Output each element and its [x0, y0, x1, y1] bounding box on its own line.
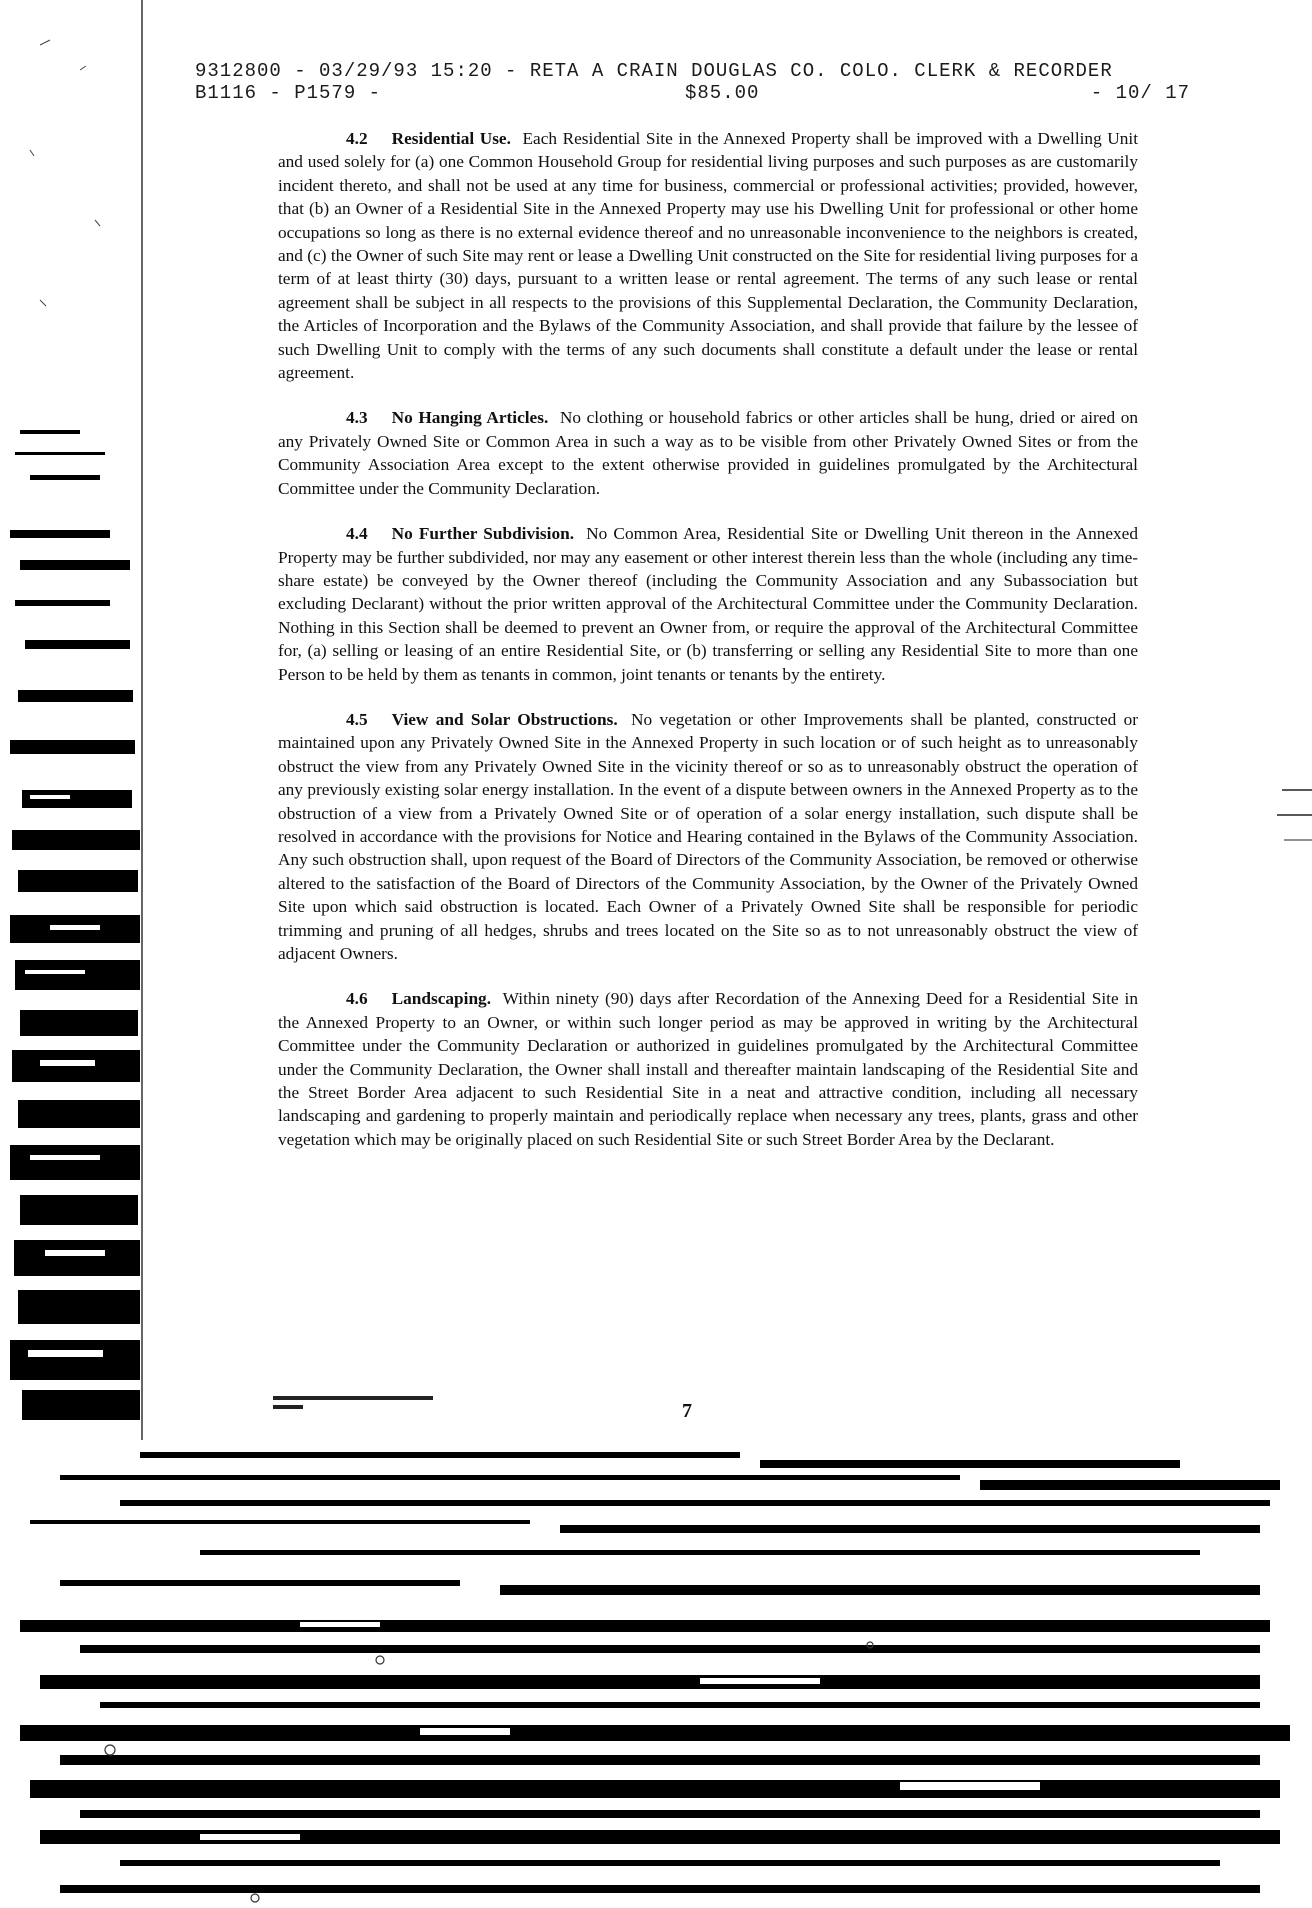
section-heading: Residential Use. — [391, 129, 511, 148]
section-heading: No Hanging Articles. — [391, 408, 549, 428]
section-text: No clothing or household fabrics or other articles shall be hung, dried or aired on any Privately Owned Site or Common Area in such a way as to be visible from other Privately Owned Sites or from the Community Association Area except to the extent otherwise provided in guidelines promulgated by the Architectural Committee under the Community Declaration. — [278, 408, 1139, 498]
section-number: 4.5 — [346, 709, 368, 729]
section-text: Each Residential Site in the Annexed Property shall be improved with a Dwelling Unit and used solely for (a) one Common Household Group for residential living purposes and such purposes as are customarily incident thereto, and shall not be used at any time for business, commercial or professional activities; provided, however, that (b) an Owner of a Residential Site in the Annexed Property may use his Dwelling Unit for professional or other home occupations so long as there is no external evidence thereof and no unreasonable inconvenience to the neighbors is created, and (c) the Owner of such Site may rent or lease a Dwelling Unit constructed on the Site for residential living purposes for a term of at least thirty (30) days, pursuant to a written lease or rental agreement. The terms of any such lease or rental agreement shall be subject in all respects to the provisions of this Supplemental Declaration, the Community Declaration, the Articles of Incorporation and the Bylaws of the Community Association, and shall provide that failure by the lessee of such Dwelling Unit to comply with the terms of any such documents shall constitute a default under the lease or rental agreement. — [278, 129, 1138, 383]
section-4-5 — [278, 708, 1138, 965]
page-count: - 10/ 17 — [1090, 82, 1190, 104]
recorder-stamp — [195, 60, 1200, 104]
section-4-4 — [278, 522, 1138, 686]
section-heading: Landscaping. — [391, 989, 492, 1009]
document-body — [278, 127, 1138, 1173]
section-4-3 — [278, 406, 1138, 500]
section-4-6 — [278, 987, 1138, 1151]
section-number: 4.2 — [346, 129, 368, 148]
section-number: 4.3 — [346, 408, 368, 428]
file-code-smudge — [273, 1394, 443, 1414]
book-page-reference: B1116 - P1579 - — [195, 82, 382, 104]
recorder-stamp-line-2 — [195, 82, 1200, 104]
scan-right-margin-marks — [1272, 780, 1312, 860]
section-text: No Common Area, Residential Site or Dwelling Unit thereon in the Annexed Property may be further subdivided, nor may any easement or other interest therein less than the whole (including any time-share estate) be conveyed by the Owner thereof (including the Community Association and any Subassociation but excluding Declarant) without the prior written approval of the Architectural Committee under the Community Declaration. Nothing in this Section shall be deemed to prevent an Owner from, or require the approval of the Architectural Committee for, (a) selling or leasing of an entire Residential Site, or (b) transferring or selling any Residential Site to more than one Person to be held by them as tenants in common, joint tenants or tenants by the entirety. — [278, 524, 1138, 684]
section-heading: No Further Subdivision. — [391, 524, 575, 544]
section-4-2 — [278, 127, 1138, 384]
section-number: 4.4 — [346, 524, 368, 544]
section-text: Within ninety (90) days after Recordation of the Annexing Deed for a Residential Site in the Annexed Property to an Owner, or within such longer period as may be approved in writing by the Architectural Committee under the Community Declaration or authorized in guidelines promulgated by the Architectural Committee under the Community Declaration, the Owner shall install and thereafter maintain landscaping of the Residential Site and the Street Border Area adjacent to such Residential Site in a neat and attractive condition, including all necessary landscaping and gardening to properly maintain and periodically replace when necessary any trees, plants, grass and other vegetation which may be originally placed on such Residential Site or such Street Border Area by the Declarant. — [278, 989, 1139, 1149]
scan-bottom-noise — [0, 1430, 1312, 1908]
section-text: No vegetation or other Improvements shall be planted, constructed or maintained upon any Privately Owned Site in the Annexed Property in such location or of such height as to unreasonably obstruct the view from any Privately Owned Site in the vicinity thereof or so as to unreasonably obstruct the operation of any previously existing solar energy installation. In the event of a dispute between owners in the Annexed Property as to the obstruction of a view from a Privately Owned Site or of operation of a solar energy installation, such dispute shall be resolved in accordance with the provisions for Notice and Hearing contained in the Bylaws of the Community Association. Any such obstruction shall, upon request of the Board of Directors of the Community Association, be removed or otherwise altered to the satisfaction of the Board of Directors of the Community Association, by the Owner of the Privately Owned Site upon which said obstruction is located. Each Owner of a Privately Owned Site shall be responsible for periodic trimming and pruning of all hedges, shrubs and trees located on the Site so as to not unreasonably obstruct the view of adjacent Owners. — [278, 709, 1138, 963]
section-number: 4.6 — [346, 989, 368, 1009]
recording-fee: $85.00 — [685, 82, 760, 104]
page-number: 7 — [682, 1400, 692, 1422]
recorder-stamp-line-1: 9312800 - 03/29/93 15:20 - RETA A CRAIN DOUGLAS CO. COLO. CLERK & RECORDER — [195, 60, 1113, 82]
section-heading: View and Solar Obstructions. — [391, 709, 618, 729]
